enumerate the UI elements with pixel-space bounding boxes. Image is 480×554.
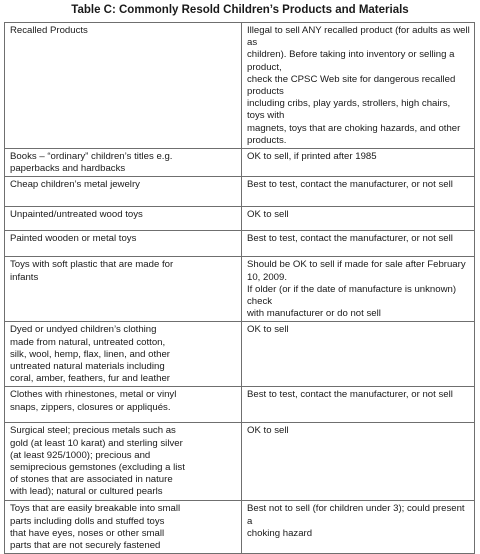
guidance-cell: OK to sell: [242, 423, 475, 501]
guidance-cell: OK to sell: [242, 322, 475, 387]
guidance-cell: Best to test, contact the manufacturer, or not sell: [242, 231, 475, 257]
product-cell: Unpainted/untreated wood toys: [5, 207, 242, 231]
product-cell: Painted wooden or metal toys: [5, 231, 242, 257]
product-cell: Cheap children’s metal jewelry: [5, 177, 242, 207]
product-cell: Clothes with rhinestones, metal or vinyl snaps, zippers, closures or appliqués.: [5, 387, 242, 423]
guidance-cell: OK to sell, if printed after 1985: [242, 149, 475, 177]
guidance-cell: Best not to sell (for children under 3); could present a choking hazard: [242, 501, 475, 554]
resold-products-table: [4, 22, 475, 554]
product-cell: Dyed or undyed children’s clothing made from natural, untreated cotton, silk, wool, hemp, flax, linen, and other untreated natural materials including coral, amber, feathers, fur and leather: [5, 322, 242, 387]
table-row: [5, 207, 475, 231]
product-cell: Toys with soft plastic that are made for infants: [5, 257, 242, 322]
table-row: [5, 423, 475, 501]
table-row: [5, 23, 475, 149]
product-cell: Recalled Products: [5, 23, 242, 149]
table-row: [5, 177, 475, 207]
table-row: [5, 501, 475, 554]
guidance-cell: OK to sell: [242, 207, 475, 231]
product-cell: Books – “ordinary” children’s titles e.g. paperbacks and hardbacks: [5, 149, 242, 177]
table-row: [5, 231, 475, 257]
product-cell: Toys that are easily breakable into small parts including dolls and stuffed toys that have eyes, noses or other small parts that are not securely fastened: [5, 501, 242, 554]
guidance-cell: Best to test, contact the manufacturer, or not sell: [242, 177, 475, 207]
guidance-cell: Should be OK to sell if made for sale after February 10, 2009. If older (or if the date of manufacture is unknown) check with manufacturer or do not sell: [242, 257, 475, 322]
table-row: [5, 149, 475, 177]
table-row: [5, 322, 475, 387]
table-row: [5, 257, 475, 322]
guidance-cell: Illegal to sell ANY recalled product (for adults as well as children). Before taking into inventory or selling a product, check the CPSC Web site for dangerous recalled products including cribs, play yards, strollers, high chairs, toys with magnets, toys that are choking hazards, and other products.: [242, 23, 475, 149]
table-title: Table C: Commonly Resold Children’s Products and Materials: [71, 4, 409, 16]
guidance-cell: Best to test, contact the manufacturer, or not sell: [242, 387, 475, 423]
table-row: [5, 387, 475, 423]
product-cell: Surgical steel; precious metals such as gold (at least 10 karat) and sterling silver (at least 925/1000); precious and semiprecious gemstones (excluding a list of stones that are associated in nature with lead); natural or cultured pearls: [5, 423, 242, 501]
